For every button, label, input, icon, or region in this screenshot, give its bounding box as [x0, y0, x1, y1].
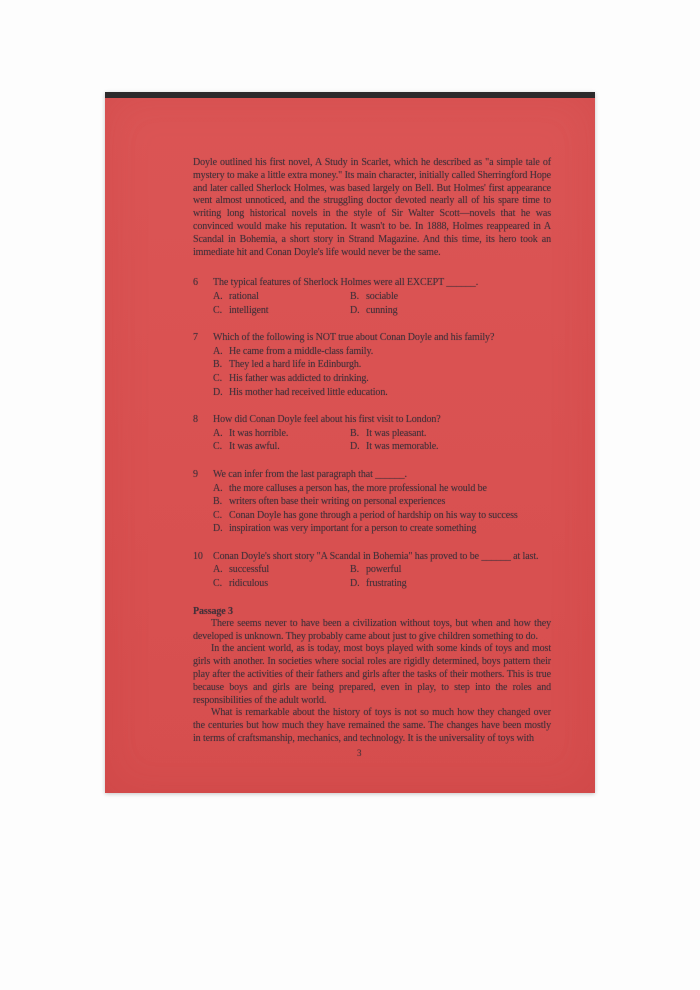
page-number: 3 [357, 748, 362, 758]
page-content [193, 157, 551, 746]
question-stem-row [193, 331, 551, 345]
question-stem-row [193, 468, 551, 482]
option-letter: C. [213, 578, 222, 590]
option-text: powerful [366, 564, 402, 576]
question-number: 9 [193, 468, 198, 480]
option-text: rational [229, 290, 259, 302]
option-letter: B. [350, 564, 359, 576]
option-letter: D. [350, 441, 360, 453]
question-9 [193, 468, 551, 536]
question-stem-row [193, 550, 551, 564]
passage-paragraph-3: What is remarkable about the history of toys is not so much how they changed over the centuries but how much they have remained the same. The changes have been mostly in terms of craftsmanship, mechanics, and technology. It is the universality of toys with [193, 707, 551, 745]
option-a [213, 345, 551, 359]
option-letter: A. [213, 482, 223, 494]
option-text: inspiration was very important for a person to create something [229, 523, 477, 535]
question-stem: Conan Doyle's short story "A Scandal in Bohemia" has proved to be ______ at last. [213, 550, 539, 562]
question-7 [193, 331, 551, 399]
question-stem-row [193, 276, 551, 290]
option-text: successful [229, 564, 270, 576]
intro-paragraph: Doyle outlined his first novel, A Study in Scarlet, which he described as "a simple tale of mystery to make a little extra money." Its main character, initially called Sherringford Hope and later called Sherlock Holmes, was based largely on Bell. But Holmes' first appearance went almost unnoticed, and the struggling doctor devoted nearly all of his spare time to writing long historical novels in the style of Sir Walter Scott—novels that he was convinced would make his reputation. It wasn't to be. In 1888, Holmes reappeared in A Scandal in Bohemia, a short story in Strand Magazine. And this time, its hero took an immediate hit and Conan Doyle's life would never be the same. [193, 157, 551, 258]
option-text: It was awful. [229, 441, 280, 453]
options-list [213, 427, 551, 454]
option-letter: B. [350, 290, 359, 302]
question-stem: How did Conan Doyle feel about his first visit to London? [213, 414, 441, 426]
option-b [350, 563, 551, 577]
question-number: 7 [193, 332, 198, 344]
option-text: It was pleasant. [366, 427, 427, 439]
option-a [213, 482, 551, 496]
question-stem: Which of the following is NOT true about Conan Doyle and his family? [213, 332, 495, 344]
option-letter: B. [213, 359, 222, 371]
passage-paragraph-1: There seems never to have been a civilization without toys, but when and how they developed is unknown. They probably came about just to give children something to do. [193, 617, 551, 642]
option-letter: D. [213, 386, 223, 398]
option-b [350, 427, 551, 441]
option-d [350, 304, 551, 318]
option-c [213, 304, 350, 318]
option-text: It was memorable. [366, 441, 439, 453]
option-c [213, 440, 350, 454]
passage-3-heading: Passage 3 [193, 605, 233, 617]
option-text: frustrating [366, 578, 407, 590]
option-text: His mother had received little education. [229, 386, 388, 398]
option-text: They led a hard life in Edinburgh. [229, 359, 362, 371]
option-letter: C. [213, 372, 222, 384]
option-b [213, 495, 551, 509]
question-6 [193, 276, 551, 317]
question-number: 10 [193, 550, 203, 562]
question-number: 6 [193, 277, 198, 289]
option-c [213, 577, 350, 591]
option-c [213, 509, 551, 523]
option-d [350, 440, 551, 454]
option-letter: A. [213, 564, 223, 576]
option-letter: C. [213, 441, 222, 453]
option-text: ridiculous [229, 578, 268, 590]
option-letter: D. [213, 523, 223, 535]
option-letter: D. [350, 578, 360, 590]
scanned-test-page [105, 92, 595, 793]
option-letter: D. [350, 304, 360, 316]
option-a [213, 563, 350, 577]
option-letter: A. [213, 290, 223, 302]
option-text: Conan Doyle has gone through a period of hardship on his way to success [229, 509, 518, 521]
passage-paragraph-2: In the ancient world, as is today, most boys played with some kinds of toys and most girls with another. In societies where social roles are rigidly determined, boys pattern their play after the activities of their fathers and girls after the tasks of their mothers. This is true because boys and girls are being prepared, even in play, to step into the roles and responsibilities of the adult world. [193, 643, 551, 706]
option-b [213, 358, 551, 372]
option-letter: A. [213, 345, 223, 357]
option-text: It was horrible. [229, 427, 289, 439]
option-text: His father was addicted to drinking. [229, 372, 369, 384]
question-stem-row [193, 413, 551, 427]
option-text: sociable [366, 290, 398, 302]
option-a [213, 427, 350, 441]
option-text: the more calluses a person has, the more professional he would be [229, 482, 487, 494]
option-letter: B. [350, 427, 359, 439]
option-b [350, 290, 551, 304]
question-stem: We can infer from the last paragraph that ______. [213, 468, 407, 480]
question-number: 8 [193, 414, 198, 426]
option-text: writers often base their writing on personal experiences [229, 496, 446, 508]
scanner-edge-bar [105, 92, 595, 98]
option-text: intelligent [229, 304, 269, 316]
options-list [213, 290, 551, 317]
option-text: He came from a middle-class family. [229, 345, 374, 357]
question-stem: The typical features of Sherlock Holmes were all EXCEPT ______. [213, 277, 479, 289]
question-10 [193, 550, 551, 591]
option-a [213, 290, 350, 304]
option-d [213, 386, 551, 400]
option-letter: B. [213, 496, 222, 508]
question-8 [193, 413, 551, 454]
options-list [213, 482, 551, 536]
option-d [213, 522, 551, 536]
option-letter: A. [213, 427, 223, 439]
option-letter: C. [213, 304, 222, 316]
option-d [350, 577, 551, 591]
options-list [213, 345, 551, 399]
options-list [213, 563, 551, 590]
option-letter: C. [213, 509, 222, 521]
option-c [213, 372, 551, 386]
option-text: cunning [366, 304, 398, 316]
